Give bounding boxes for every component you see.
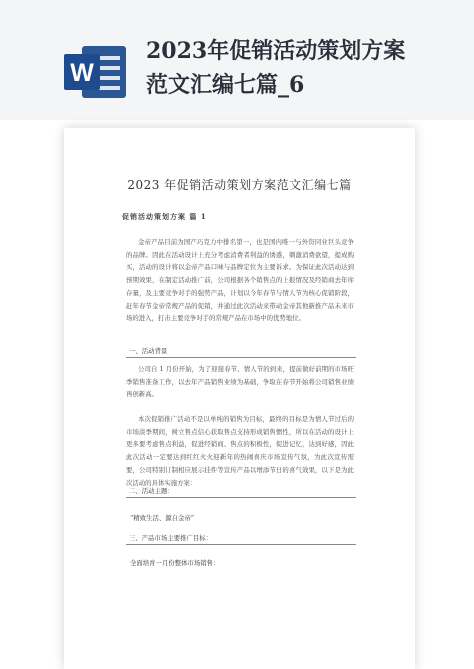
section-heading-target: 三、产品市场主要推广目标： — [126, 532, 356, 545]
header-banner — [0, 0, 474, 120]
paragraph-plan: 本次促销推广活动不是以单纯的销售为目标，最终的目标是为情人节过后的市场淡季期间，树立售点信心获取售点支持形成销售惯性，所以在活动的设计上更多要考虑售点利益，促进经销商、售点的积极性，促进记忆，达到好感，因此此次活动一定要达到红红火火迎新年的热闹喜庆市场宣传气氛，为此次宣传需要，公司特别订制相应展示挂件等宣传产品以增添节日的喜气效果，以下是为此次活动的具体实施方案： — [126, 415, 354, 487]
word-icon — [62, 42, 130, 102]
section-heading-theme: 二、活动主题： — [126, 485, 356, 498]
svg-text:W: W — [70, 59, 94, 87]
document-subheading: 促销活动策划方案 篇 1 — [122, 212, 207, 221]
title-line-2: 范文汇编七篇_6 — [146, 72, 305, 98]
paragraph-background: 公司自 1 月份开始，为了迎接春节、情人节的到来，提前做好前期的市场旺季销售准备工作，以去年产品销售业绩为基础，争取在春节开始将公司销售业绩再创新高。 — [126, 365, 354, 399]
section-heading-background: 一、活动背景 — [126, 345, 356, 358]
title-line-1: 2023年促销活动策划方案 — [146, 38, 406, 64]
paragraph-intro: 金帝产品目前为国产巧克力中排名第一，也是国内唯一与外资同业巨头竞争的品牌。因此在活动设计上充分考虑消费者利益的诱惑，刺激消费欲望，提成购买，活动的设计将以金帝产品口味与品牌定位为主要诉求。为保证此次活动达到预期效果，在制定活动推广前，公司根据各个销售点的上报情况及经销商去年库存量，及主要竞争对手的强势产品，计划以今年春节与情人节为核心促销阶段，赶年春节金帝常规产品的促销，并通过此次活动来带动金帝其他新推产品未来市场的进入，打击主要竞争对手的常规产品在市场中的优势地位。 — [126, 238, 354, 323]
theme-text: “精致生活、源自金帝” — [130, 514, 195, 522]
document-title: 2023 年促销活动策划方案范文汇编七篇 — [127, 178, 352, 192]
page-title — [146, 34, 466, 102]
document-page — [64, 128, 415, 669]
target-text: 全面培育一月份整体市场销售： — [130, 559, 220, 567]
